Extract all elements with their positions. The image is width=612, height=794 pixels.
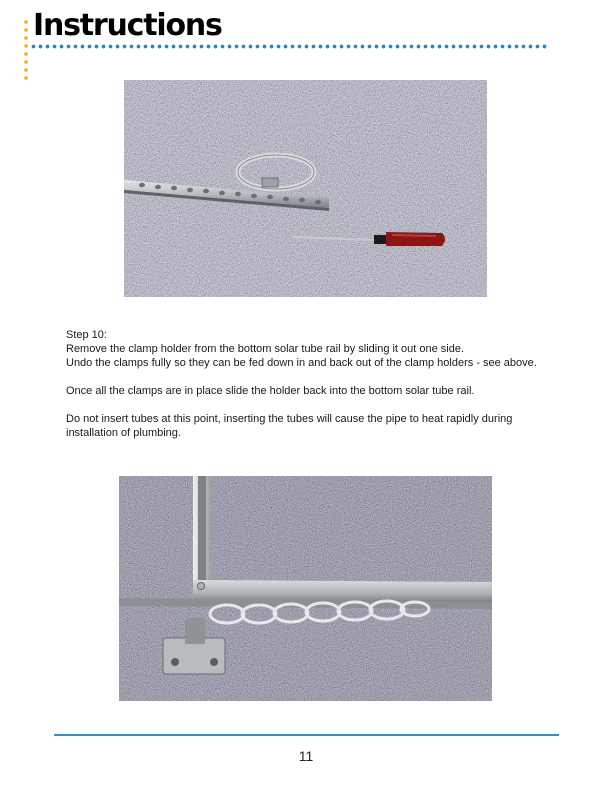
instruction-paragraph-3-line-1: Do not insert tubes at this point, inserting the tubes will cause the pipe to heat rapidly during [66, 413, 513, 425]
page-number: 11 [298, 748, 314, 764]
instruction-paragraph-3-line-2: installation of plumbing. [66, 427, 181, 439]
paragraph-gap [66, 398, 566, 412]
instruction-paragraph-2: Once all the clamps are in place slide the holder back into the bottom solar tube rail. [66, 385, 475, 397]
header-dotted-rule [30, 44, 548, 49]
step-instructions [66, 328, 566, 440]
step-label: Step 10: [66, 329, 107, 341]
header-accent-dots [24, 18, 28, 82]
instruction-line-1: Remove the clamp holder from the bottom solar tube rail by sliding it out one side. [66, 343, 465, 355]
photo-clamp-holder-in-rail [119, 476, 492, 701]
page-title: Instructions [33, 8, 222, 43]
vertical-rail-icon [193, 476, 211, 588]
photo-clamp-and-screwdriver [124, 80, 487, 297]
footer-rule [54, 734, 559, 736]
instruction-line-2: Undo the clamps fully so they can be fed down in and back out of the clamp holders - see above. [66, 357, 537, 369]
paragraph-gap [66, 370, 566, 384]
